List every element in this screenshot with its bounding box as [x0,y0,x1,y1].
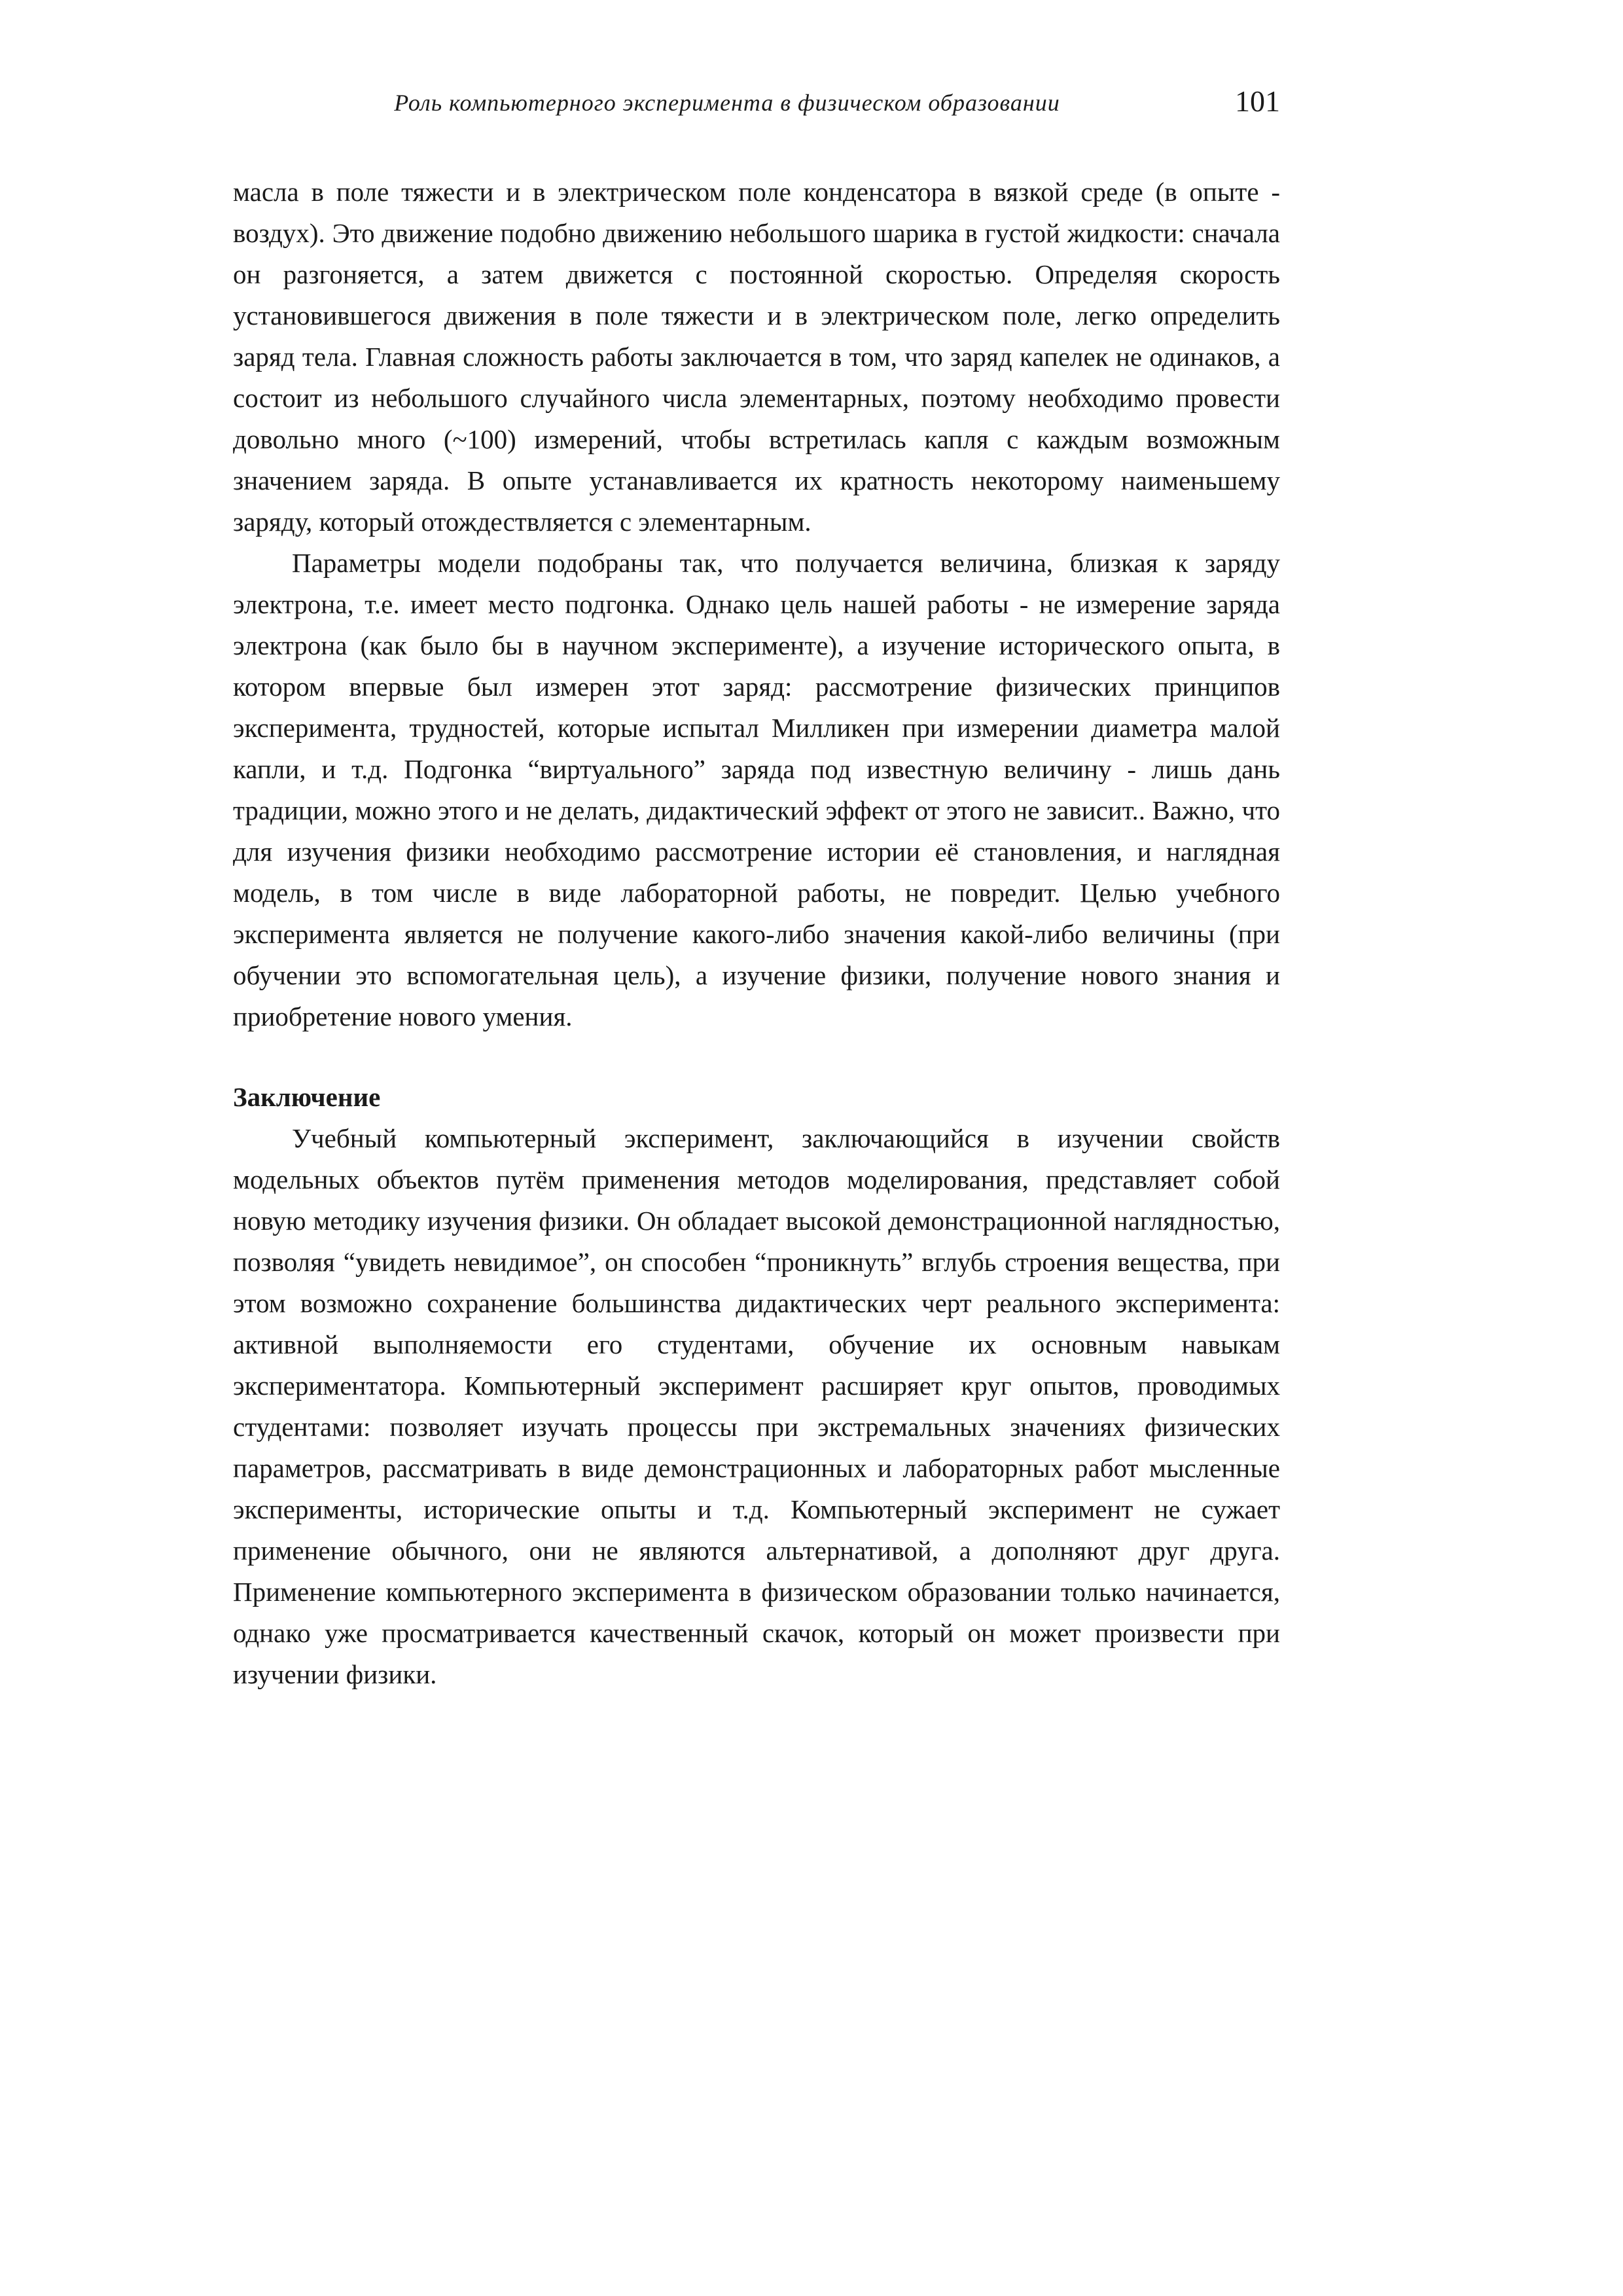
section-heading-conclusion: Заключение [233,1082,381,1112]
paragraph-model-parameters: Параметры модели подобраны так, что получается величина, близкая к заряду электрона, т.е. имеет место подгонка. Однако цель нашей работы - не измерение заряда электрона (как было бы в научном эксперименте), а изучение исторического опыта, в котором впервые был измерен этот заряд: рассмотрение физических принципов эксперимента, трудностей, которые испытал Милликен при измерении диаметра малой капли, и т.д. Подгонка “виртуального” заряда под известную величину - лишь дань традиции, можно этого и не делать, дидактический эффект от этого не зависит.. Важно, что для изучения физики необходимо рассмотрение истории её становления, и наглядная модель, в том числе в виде лабораторной работы, не повредит. Целью учебного эксперимента является не получение какого-либо значения какой-либо величины (при обучении это вспомогательная цель), а изучение физики, получение нового знания и приобретение нового умения. [233,548,1280,1031]
paragraph-conclusion: Учебный компьютерный эксперимент, заключающийся в изучении свойств модельных объектов путём применения методов моделирования, представляет собой новую методику изучения физики. Он обладает высокой демонстрационной наглядностью, позволяя “увидеть невидимое”, он способен “проникнуть” вглубь строения вещества, при этом возможно сохранение большинства дидактических черт реального эксперимента: активной выполняемости его студентами, обучение их основным навыкам экспериментатора. Компьютерный эксперимент расширяет круг опытов, проводимых студентами: позволяет изучать процессы при экстремальных значениях физических параметров, рассматривать в виде демонстрационных и лабораторных работ мысленные эксперименты, исторические опыты и т.д. Компьютерный эксперимент не сужает применение обычного, они не являются альтернативой, а дополняют друг друга. Применение компьютерного эксперимента в физическом образовании только начинается, однако уже просматривается качественный скачок, который он может произвести при изучении физики. [233,1123,1280,1689]
body-text [233,171,1280,1695]
page-number: 101 [1235,84,1280,118]
running-header [233,84,1280,130]
running-title: Роль компьютерного эксперимента в физическом образовании [394,90,1060,116]
paragraph-continued: масла в поле тяжести и в электрическом поле конденсатора в вязкой среде (в опыте - воздух). Это движение подобно движению небольшого шарика в густой жидкости: сначала он разгоняется, а затем движется с постоянной скоростью. Определяя скорость установившегося движения в поле тяжести и в электрическом поле, легко определить заряд тела. Главная сложность работы заключается в том, что заряд капелек не одинаков, а состоит из небольшого случайного числа элементарных, поэтому необходимо провести довольно много (~100) измерений, чтобы встретилась капля с каждым возможным значением заряда. В опыте устанавливается их кратность некоторому наименьшему заряду, который отождествляется с элементарным. [233,177,1280,537]
